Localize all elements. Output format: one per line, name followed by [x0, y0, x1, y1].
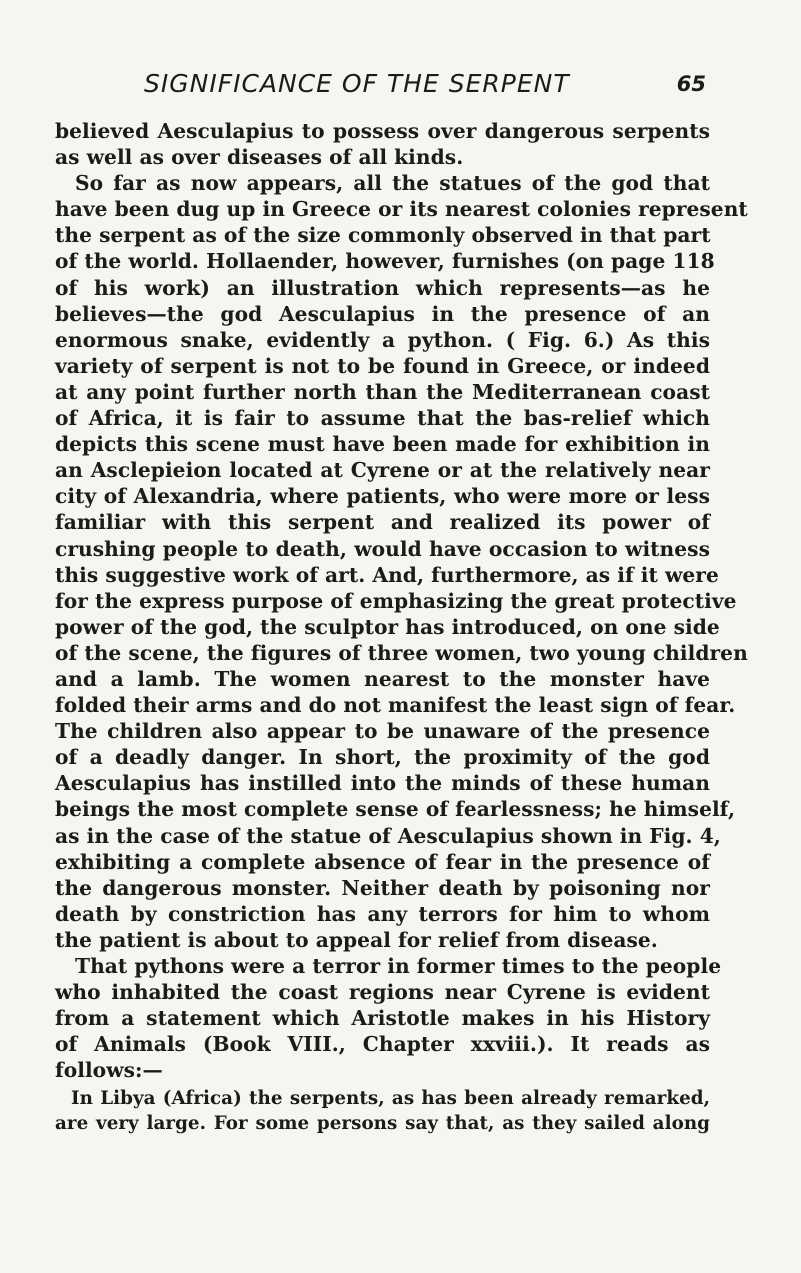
text-line: the patient is about to appeal for relief from disease.	[55, 927, 658, 952]
text-line: for the express purpose of emphasizing the great protective	[55, 588, 737, 613]
text-line: crushing people to death, would have occasion to witness	[55, 536, 710, 561]
text-line: as well as over diseases of all kinds.	[55, 145, 464, 170]
text-line: at any point further north than the Mediterranean coast	[55, 379, 710, 404]
text-line: familiar with this serpent and realized its power of	[55, 510, 710, 535]
text-line: Aesculapius has instilled into the minds of these human	[55, 771, 710, 796]
text-line: from a statement which Aristotle makes in his History	[55, 1006, 710, 1031]
text-line: city of Alexandria, where patients, who were more or less	[55, 484, 710, 509]
text-line: That pythons were a terror in former times to the people	[75, 954, 722, 978]
text-line: of Africa, it is fair to assume that the bas-relief which	[55, 406, 710, 431]
text-line: enormous snake, evidently a python. ( Fig. 6.) As this	[55, 327, 710, 352]
text-line: of the world. Hollaender, however, furnishes (on page 118	[55, 249, 715, 274]
body-text	[55, 118, 748, 1136]
text-line: follows:—	[55, 1058, 163, 1083]
quote-line: In Libya (Africa) the serpents, as has been already remarked,	[71, 1088, 710, 1110]
text-line: and a lamb. The women nearest to the monster have	[55, 666, 710, 691]
text-line: believed Aesculapius to possess over dangerous serpents	[55, 119, 710, 143]
text-line: the serpent as of the size commonly observed in that part	[55, 223, 711, 248]
paragraph-3	[55, 953, 722, 1083]
page-number: 65	[676, 72, 706, 96]
text-line: So far as now appears, all the statues of the god that	[75, 171, 710, 196]
text-line: of his work) an illustration which represents—as he	[55, 275, 710, 300]
quotation	[55, 1087, 710, 1135]
text-line: believes—the god Aesculapius in the presence of an	[55, 301, 710, 326]
text-line: as in the case of the statue of Aesculapius shown in Fig. 4,	[55, 823, 721, 848]
paragraph-1	[55, 118, 710, 170]
text-line: variety of serpent is not to be found in Greece, or indeed	[55, 353, 710, 378]
quote-line: are very large. For some persons say that, as they sailed along	[55, 1112, 710, 1134]
paragraph-2	[55, 170, 748, 953]
text-line: of the scene, the figures of three women, two young children	[55, 640, 748, 665]
text-line: have been dug up in Greece or its nearest colonies represent	[55, 197, 748, 222]
text-line: death by constriction has any terrors for him to whom	[55, 901, 710, 926]
running-title: SIGNIFICANCE OF THE SERPENT	[144, 69, 570, 98]
text-line: who inhabited the coast regions near Cyrene is evident	[55, 980, 710, 1005]
text-line: this suggestive work of art. And, furthermore, as if it were	[55, 562, 719, 587]
text-line: an Asclepieion located at Cyrene or at the relatively near	[55, 458, 710, 483]
text-line: The children also appear to be unaware of the presence	[55, 719, 710, 744]
text-line: beings the most complete sense of fearlessness; he himself,	[55, 797, 736, 822]
text-line: exhibiting a complete absence of fear in the presence of	[55, 849, 710, 874]
text-line: the dangerous monster. Neither death by poisoning nor	[55, 875, 710, 900]
text-line: folded their arms and do not manifest the least sign of fear.	[55, 693, 736, 718]
text-line: of a deadly danger. In short, the proximity of the god	[55, 745, 710, 770]
running-head	[52, 69, 706, 107]
text-line: of Animals (Book VIII., Chapter xxviii.). It reads as	[55, 1032, 710, 1057]
text-line: power of the god, the sculptor has introduced, on one side	[55, 614, 720, 639]
text-line: depicts this scene must have been made for exhibition in	[55, 432, 710, 457]
